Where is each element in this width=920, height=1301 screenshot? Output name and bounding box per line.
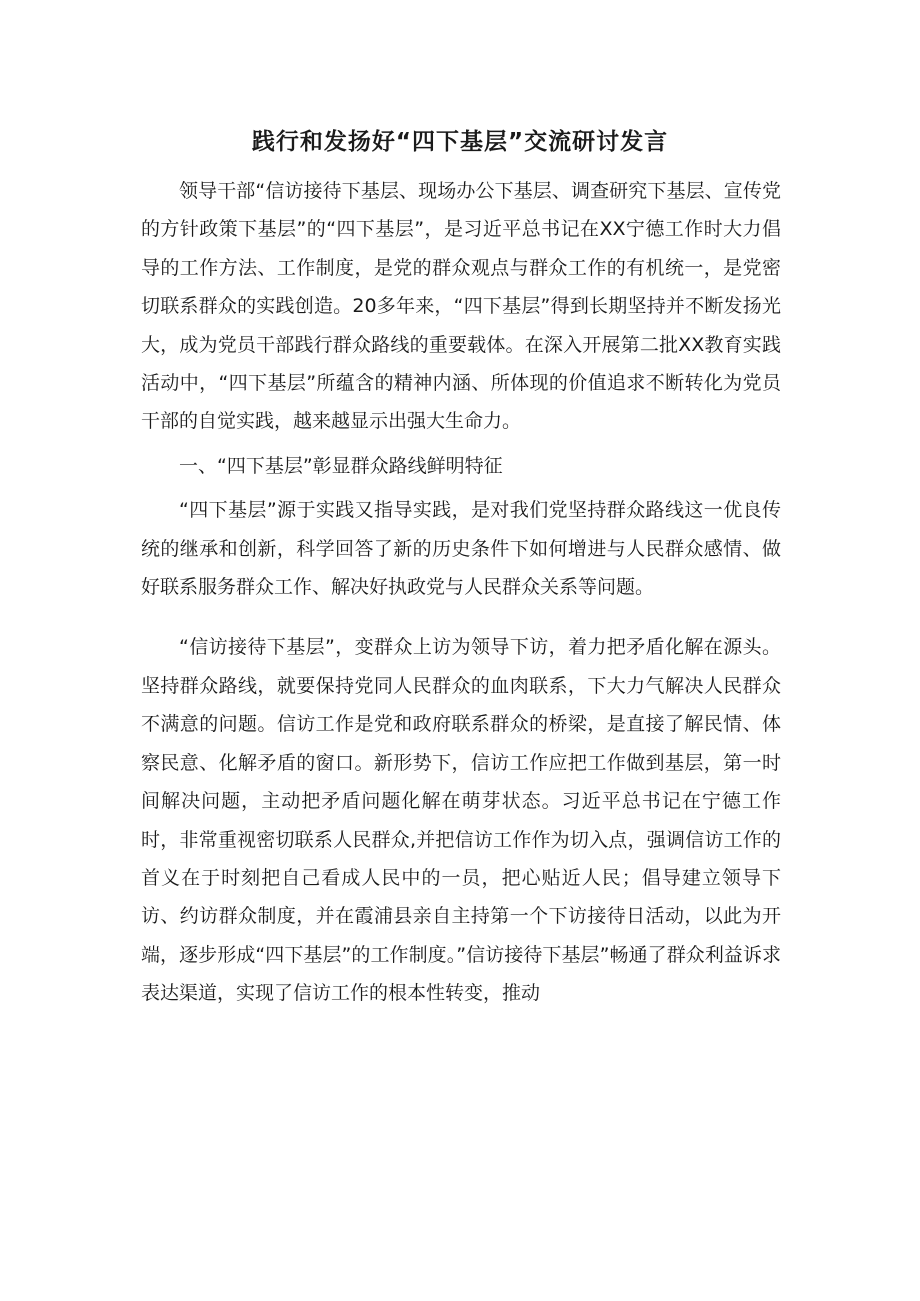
section-heading: 一、“四下基层”彰显群众路线鲜明特征 bbox=[179, 454, 503, 477]
intro-paragraph: 领导干部“信访接待下基层、现场办公下基层、调查研究下基层、宣传党的方针政策下基层”的“四下基层”，是习近平总书记在XX宁德工作时大力倡导的工作方法、工作制度，是党的群众观点与群众工作的有机统一，是党密切联系群众的实践创造。20多年来，“四下基层”得到长期坚持并不断发扬光大，成为党员干部践行群众路线的重要载体。在深入开展第二批XX教育实践活动中，“四下基层”所蕴含的精神内涵、所体现的价值追求不断转化为党员干部的自觉实践，越来越显示出强大生命力。 bbox=[141, 180, 781, 433]
document-title: 践行和发扬好“四下基层”交流研讨发言 bbox=[251, 129, 669, 155]
document-body bbox=[141, 172, 781, 1013]
petition-paragraph: “信访接待下基层”，变群众上访为领导下访，着力把矛盾化解在源头。坚持群众路线，就要保持党同人民群众的血肉联系，下大力气解决人民群众不满意的问题。信访工作是党和政府联系群众的桥梁，是直接了解民情、体察民意、化解矛盾的窗口。新形势下，信访工作应把工作做到基层，第一时间解决问题，主动把矛盾问题化解在萌芽状态。习近平总书记在宁德工作时，非常重视密切联系人民群众,并把信访工作作为切入点，强调信访工作的首义在于时刻把自己看成人民中的一员，把心贴近人民；倡导建立领导下访、约访群众制度，并在霞浦县亲自主持第一个下访接待日活动，以此为开端，逐步形成“四下基层”的工作制度。”信访接待下基层”畅通了群众利益诉求表达渠道，实现了信访工作的根本性转变，推动 bbox=[141, 636, 781, 1005]
section-paragraph: “四下基层”源于实践又指导实践，是对我们党坚持群众路线这一优良传统的继承和创新，科学回答了新的历史条件下如何增进与人民群众感情、做好联系服务群众工作、解决好执政党与人民群众关系等问题。 bbox=[141, 499, 781, 599]
